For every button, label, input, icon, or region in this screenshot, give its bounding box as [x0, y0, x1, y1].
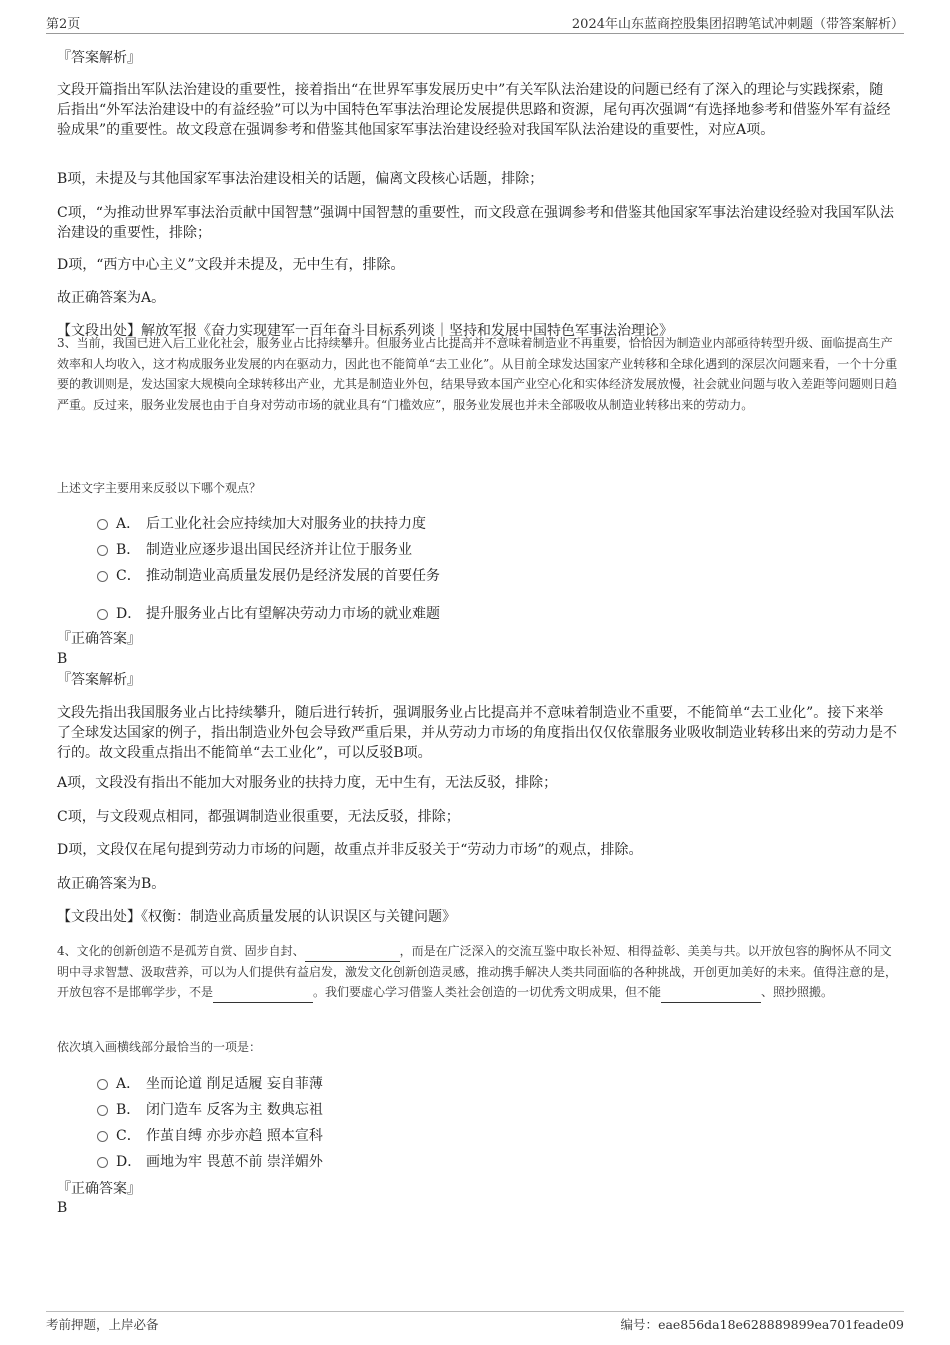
blank-3 [661, 988, 761, 1003]
q3-answer: B [57, 651, 68, 667]
q4-option-a[interactable]: A． 坐而论道 削足适履 妄自菲薄 [97, 1073, 323, 1093]
q4-stem: 4、文化的创新创造不是孤芳自赏、固步自封、 ，而是在广泛深入的交流互鉴中取长补短、相得益彰、美美与共。以开放包容的胸怀从不同文明中寻求智慧、汲取营养，可以为人们提供有益启发，激发文化创新创造灵感，推动携手解决人类共同面临的各种挑战，开创更加美好的未来。值得注意的是，开放包容不是邯郸学步，不是 。我们要虚心学习借鉴人类社会创造的一切优秀文明成果，但不能 、照抄照搬。 [57, 941, 899, 1003]
q4-option-d[interactable]: D． 画地为牢 畏葸不前 崇洋媚外 [97, 1151, 323, 1171]
page-number: 第2页 [46, 17, 81, 32]
radio-icon[interactable] [97, 519, 108, 530]
footer-slogan: 考前押题，上岸必备 [46, 1317, 159, 1332]
q3-stem: 3、当前，我国已进入后工业化社会，服务业占比持续攀升。但服务业占比提高并不意味着制造业不再重要，恰恰因为制造业内部亟待转型升级、面临提高生产效率和人均收入，这才构成服务业发展的内在驱动力，因此也不能简单“去工业化”。从目前全球发达国家产业转移和全球化遇到的深层次问题来看，一个十分重要的教训则是，发达国家大规模向全球转移出产业，尤其是制造业外包，结果导致本国产业空心化和实体经济发展放慢，社会就业问题与收入差距等问题则日趋严重。反过来，服务业发展也由于自身对劳动市场的就业具有“门槛效应”，服务业发展也并未全部吸收从制造业转移出来的劳动力。 [57, 336, 898, 412]
q3-conclusion: 故正确答案为B。 [57, 876, 166, 892]
radio-icon[interactable] [97, 571, 108, 582]
q3-analysis-p3: C项，与文段观点相同，都强调制造业很重要，无法反驳，排除； [57, 809, 460, 825]
q2-analysis-p2: B项，未提及与其他国家军事法治建设相关的话题，偏离文段核心话题，排除； [57, 171, 544, 187]
q4-answer: B [57, 1200, 68, 1216]
radio-icon[interactable] [97, 1157, 108, 1168]
q3-analysis-p1: 文段先指出我国服务业占比持续攀升，随后进行转折，强调服务业占比提高并不意味着制造业不重要，不能简单“去工业化”。接下来举了全球发达国家的例子，指出制造业外包会导致严重后果，并从劳动力市场的角度指出仅仅依靠服务业吸收制造业转移出来的劳动力是不行的。故文段重点指出不能简单“去工业化”，可以反驳B项。 [57, 705, 897, 761]
radio-icon[interactable] [97, 545, 108, 556]
q4-option-c[interactable]: C． 作茧自缚 亦步亦趋 照本宣科 [97, 1125, 323, 1145]
q2-analysis-p3: C项，“为推动世界军事法治贡献中国智慧”强调中国智慧的重要性，而文段意在强调参考和借鉴其他国家军事法治建设经验对我国军队法治建设的重要性，排除； [57, 205, 895, 241]
q2-conclusion: 故正确答案为A。 [57, 290, 166, 306]
q4-question: 依次填入画横线部分最恰当的一项是： [57, 1040, 262, 1054]
q3-analysis-p4: D项，文段仅在尾句提到劳动力市场的问题，故重点并非反驳关于“劳动力市场”的观点，排除。 [57, 842, 643, 858]
q3-option-a[interactable]: A． 后工业化社会应持续加大对服务业的扶持力度 [97, 513, 426, 533]
q3-analysis-p2: A项，文段没有指出不能加大对服务业的扶持力度，无中生有，无法反驳，排除； [57, 775, 558, 791]
radio-icon[interactable] [97, 609, 108, 620]
document-code: 编号：eae856da18e628889899ea701feade09 [620, 1317, 904, 1332]
q3-source: 【文段出处】《权衡：制造业高质量发展的认识误区与关键问题》 [57, 909, 456, 925]
q3-option-d[interactable]: D． 提升服务业占比有望解决劳动力市场的就业难题 [97, 603, 440, 623]
blank-2 [213, 988, 313, 1003]
blank-1 [305, 947, 400, 962]
radio-icon[interactable] [97, 1105, 108, 1116]
q3-question: 上述文字主要用来反驳以下哪个观点？ [57, 481, 262, 495]
q4-option-b[interactable]: B． 闭门造车 反客为主 数典忘祖 [97, 1099, 323, 1119]
q2-analysis-label: 『答案解析』 [57, 50, 141, 66]
radio-icon[interactable] [97, 1131, 108, 1142]
q2-analysis-p4: D项，“西方中心主义”文段并未提及，无中生有，排除。 [57, 257, 405, 273]
q2-source: 【文段出处】解放军报《奋力实现建军一百年奋斗目标系列谈｜坚持和发展中国特色军事法治理论》 [57, 323, 673, 339]
q2-analysis-p1: 文段开篇指出军队法治建设的重要性，接着指出“在世界军事发展历史中”有关军队法治建设的问题已经有了深入的理论与实践探索，随后指出“外军法治建设中的有益经验”可以为中国特色军事法治理论发展提供思路和资源，尾句再次强调“有选择地参考和借鉴外军有益经验成果”的重要性。故文段意在强调参考和借鉴其他国家军事法治建设经验对我国军队法治建设的重要性，对应A项。 [57, 82, 891, 138]
q3-option-c[interactable]: C． 推动制造业高质量发展仍是经济发展的首要任务 [97, 565, 440, 585]
page-footer [46, 1311, 904, 1332]
document-title: 2024年山东蓝商控股集团招聘笔试冲刺题（带答案解析） [571, 17, 904, 32]
page-header [46, 13, 904, 34]
q4-answer-label: 『正确答案』 [57, 1181, 141, 1197]
q3-option-b[interactable]: B． 制造业应逐步退出国民经济并让位于服务业 [97, 539, 412, 559]
q3-answer-label: 『正确答案』 [57, 631, 141, 647]
radio-icon[interactable] [97, 1079, 108, 1090]
q3-analysis-label: 『答案解析』 [57, 672, 141, 688]
